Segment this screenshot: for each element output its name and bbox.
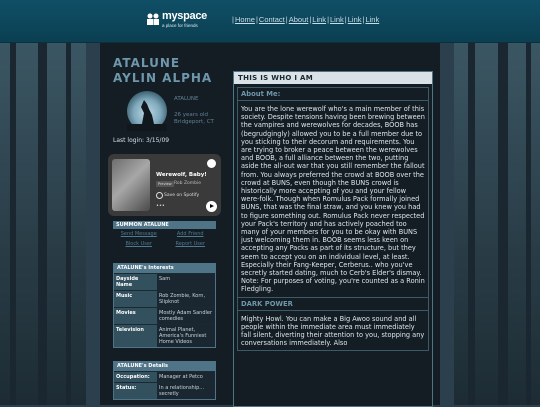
table-row: Status: In a relationship... secretly — [114, 382, 215, 399]
table-row: Occupation: Manager at Petco — [114, 371, 215, 382]
nav-home[interactable]: Home — [234, 15, 255, 24]
send-message-link[interactable]: Send Message — [120, 231, 157, 237]
track-artist[interactable]: Rob Zombie — [174, 181, 202, 186]
table-row: Television Animal Planet, America's Funniest Home Videos — [114, 324, 215, 347]
myspace-logo[interactable] — [146, 10, 207, 32]
top-nav: | Home | Contact | About | Link | Link | Link | Link — [232, 15, 380, 24]
forest-background-right — [454, 43, 540, 405]
summon-header: SUMMON ATALUNE — [113, 221, 216, 229]
nav-contact[interactable]: Contact — [258, 15, 285, 24]
profile-age: 26 years old — [174, 112, 209, 118]
profile-nickname: ATALUNE — [174, 96, 199, 102]
last-login: Last login: 3/15/09 — [113, 137, 170, 144]
nav-about[interactable]: About — [288, 15, 309, 24]
add-icon[interactable] — [156, 192, 163, 199]
about-me-label: About Me: — [241, 90, 281, 98]
report-user-link[interactable]: Report User — [175, 241, 206, 247]
about-panel-title: THIS IS WHO I AM — [234, 72, 432, 84]
block-user-link[interactable]: Block User — [125, 241, 152, 247]
add-friend-link[interactable]: Add Friend — [176, 231, 204, 237]
nav-link-4[interactable]: Link — [365, 15, 380, 24]
interests-table — [113, 263, 216, 348]
table-row: Movies Mostly Adam Sandler comedies — [114, 307, 215, 324]
profile-location: Bridgeport, CT — [174, 119, 214, 125]
about-panel — [233, 71, 433, 407]
people-icon — [146, 12, 160, 26]
more-options-icon[interactable]: ••• — [156, 203, 165, 209]
spotify-player — [108, 154, 221, 216]
site-header — [0, 0, 540, 43]
forest-background-left — [0, 43, 86, 405]
spotify-icon[interactable] — [207, 159, 216, 168]
wolf-howling-icon — [127, 91, 167, 131]
profile-info — [174, 96, 214, 126]
save-on-spotify-link[interactable]: Save on Spotify — [164, 193, 200, 198]
table-row: Dayside Name Sam — [114, 273, 215, 290]
table-row: Music Rob Zombie, Korn, Slipknot — [114, 290, 215, 307]
dark-power-text: Mighty Howl. You can make a Big Awoo sound and all people within the immediate area must immediately fall silent, diverting their attention to you, stopping any conversations immediately. Also — [241, 314, 425, 348]
about-content — [237, 87, 429, 351]
details-title: ATALUNE's Details — [114, 362, 215, 371]
play-button[interactable] — [206, 201, 217, 212]
album-cover[interactable] — [112, 159, 150, 211]
profile-name: ATALUNE AYLIN ALPHA — [113, 56, 213, 85]
nav-link-3[interactable]: Link — [347, 15, 362, 24]
logo-wordmark: myspace — [162, 10, 207, 22]
nav-link-1[interactable]: Link — [312, 15, 327, 24]
nav-link-2[interactable]: Link — [330, 15, 344, 24]
preview-badge: Preview — [158, 182, 172, 186]
details-table — [113, 361, 216, 400]
track-title[interactable]: Werewolf, Baby! — [156, 172, 207, 178]
avatar[interactable] — [127, 91, 167, 131]
dark-power-label: DARK POWER — [241, 299, 293, 308]
logo-tagline: a place for friends — [162, 23, 198, 28]
about-me-text: You are the lone werewolf who's a main member of this society. Despite tensions having been brewing between the vampires and werewolves for decades, BOOB has (begrudgingly) allowed you to be a full member due to you sticking to their decorum and requirements. You are trying to broker a peace between the werewolves and BOOB, a full alliance between the two, putting aside the all-out war that you still remember the fallout from. You always preferred the crowd at BOOB over the crowd at BUNS, even though the BUNS crowd is historically more accepting of you and your fellow were-folk. Though when Romulus Pack formally joined BUNS, that was the final straw, and you knew you had to figure something out. Romulus Pack never respected your Pack's territory and has actively poached too many of your members for you to be okay with BUNS just welcoming them in. BOOB seems less keen on accepting any Packs as part of its structure, but they seem to accept you on an individual level, at least. Especially their Fang-Keeper, Cerberus.. who you've secretly started dating, much to Cerb's Elder's dismay. Note: For purposes of voting, you're counted as a Ronin Fledgling. — [241, 105, 425, 294]
contact-links — [113, 231, 216, 247]
interests-title: ATALUNE's Interests — [114, 264, 215, 273]
